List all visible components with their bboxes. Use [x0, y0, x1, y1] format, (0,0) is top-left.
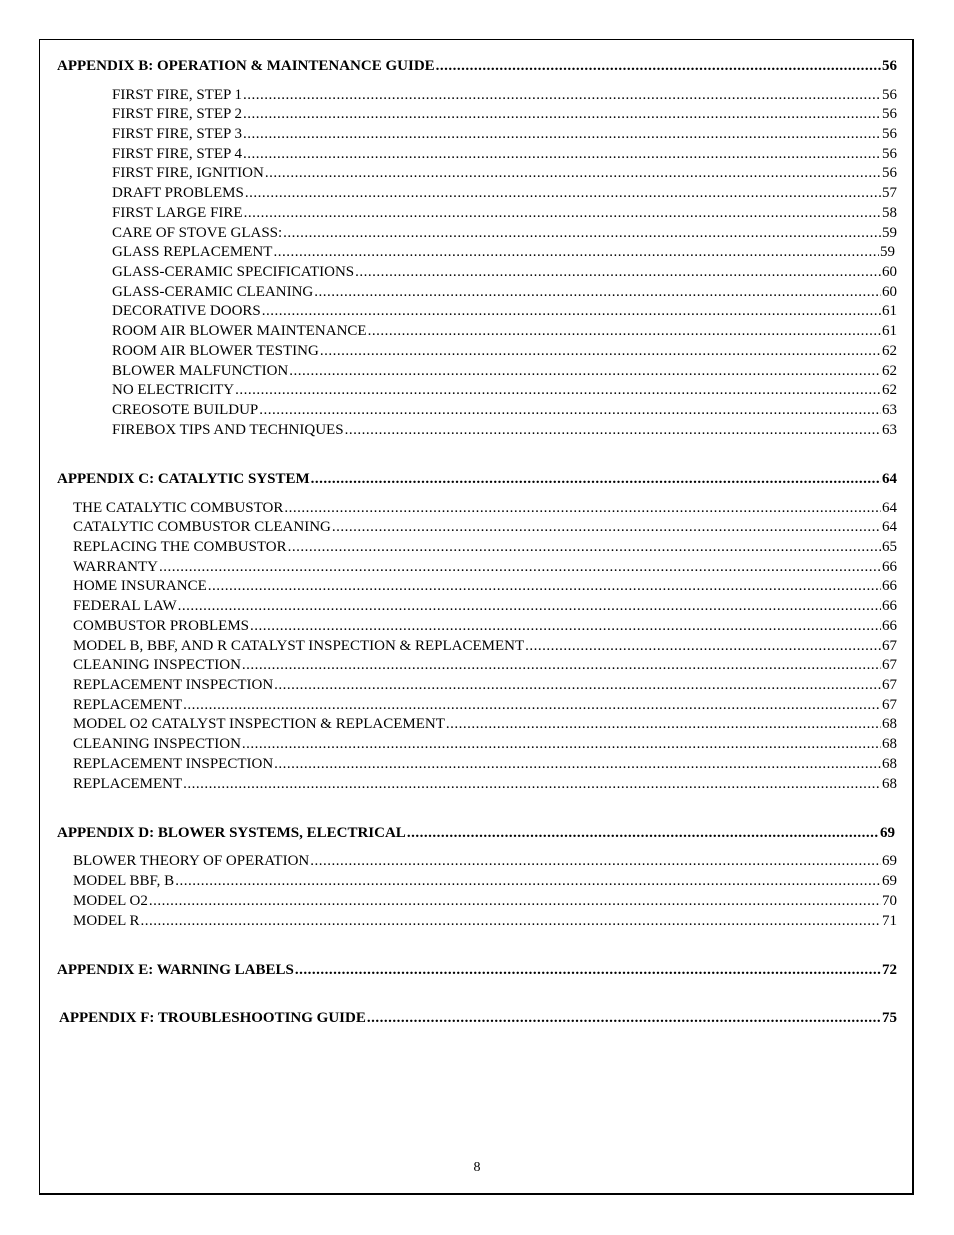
toc-page-number: 67: [882, 638, 897, 654]
toc-entry[interactable]: [73, 715, 897, 734]
toc-entry-label: REPLACEMENT: [73, 697, 183, 713]
leader-dots: [178, 597, 881, 616]
toc-entry[interactable]: [112, 283, 897, 302]
toc-appendix-e[interactable]: [57, 961, 897, 980]
toc-page-number: 59: [880, 244, 895, 260]
leader-dots: [250, 617, 881, 636]
toc-entry-label: FIRST FIRE, STEP 1: [112, 87, 243, 103]
toc-entry[interactable]: [112, 184, 897, 203]
toc-page-number: 75: [882, 1010, 897, 1026]
toc-entry[interactable]: [112, 86, 897, 105]
toc-entry[interactable]: [112, 381, 897, 400]
toc-page-number: 63: [882, 422, 897, 438]
leader-dots: [273, 243, 879, 262]
toc-appendix-title: APPENDIX F: TROUBLESHOOTING GUIDE: [59, 1010, 366, 1026]
leader-dots: [243, 125, 881, 144]
toc-entry[interactable]: [73, 637, 897, 656]
toc-entry-label: REPLACEMENT INSPECTION: [73, 756, 274, 772]
leader-dots: [159, 558, 881, 577]
leader-dots: [288, 538, 881, 557]
toc-page-number: 64: [882, 519, 897, 535]
leader-dots: [149, 892, 881, 911]
leader-dots: [274, 755, 881, 774]
leader-dots: [368, 322, 881, 341]
leader-dots: [259, 401, 881, 420]
toc-entry-label: GLASS-CERAMIC SPECIFICATIONS: [112, 264, 355, 280]
toc-page-number: 68: [882, 756, 897, 772]
toc-entry-label: MODEL R: [73, 913, 140, 929]
toc-entry-label: MODEL O2 CATALYST INSPECTION & REPLACEMENT: [73, 716, 445, 732]
toc-entry-label: CLEANING INSPECTION: [73, 657, 241, 673]
leader-dots: [183, 775, 881, 794]
toc-page-number: 69: [882, 873, 897, 889]
toc-entry-label: DECORATIVE DOORS: [112, 303, 261, 319]
toc-page-number: 56: [882, 106, 897, 122]
toc-page-number: 59: [882, 225, 897, 241]
toc-entry-label: WARRANTY: [73, 559, 158, 575]
leader-dots: [314, 283, 881, 302]
toc-entry[interactable]: [73, 538, 897, 557]
leader-dots: [175, 872, 881, 891]
toc-entry[interactable]: [73, 656, 897, 675]
leader-dots: [525, 637, 881, 656]
toc-entry-label: ROOM AIR BLOWER TESTING: [112, 343, 319, 359]
toc-page-number: 67: [882, 677, 897, 693]
toc-page-number: 69: [880, 825, 895, 841]
toc-page-number: 56: [882, 126, 897, 142]
toc-entry-label: MODEL O2: [73, 893, 148, 909]
toc-appendix-title: APPENDIX E: WARNING LABELS: [57, 962, 294, 978]
toc-entry-label: CLEANING INSPECTION: [73, 736, 241, 752]
toc-entry[interactable]: [112, 164, 897, 183]
toc-page-number: 69: [882, 853, 897, 869]
toc-appendix-d[interactable]: [57, 824, 895, 843]
toc-entry-label: NO ELECTRICITY: [112, 382, 235, 398]
toc-appendix-c[interactable]: [57, 470, 897, 489]
toc-entry[interactable]: [73, 892, 897, 911]
toc-entry[interactable]: [112, 302, 897, 321]
toc-page-number: 64: [882, 471, 897, 487]
leader-dots: [274, 676, 881, 695]
leader-dots: [208, 577, 881, 596]
toc-page-number: 71: [882, 913, 897, 929]
toc-page-number: 68: [882, 736, 897, 752]
toc-entry-label: MODEL BBF, B: [73, 873, 175, 889]
toc-page-number: 62: [882, 343, 897, 359]
toc-page-number: 56: [882, 165, 897, 181]
toc-appendix-title: APPENDIX D: BLOWER SYSTEMS, ELECTRICAL: [57, 825, 406, 841]
leader-dots: [235, 381, 881, 400]
leader-dots: [332, 518, 881, 537]
toc-entry-label: HOME INSURANCE: [73, 578, 207, 594]
leader-dots: [446, 715, 881, 734]
toc-page-number: 66: [882, 578, 897, 594]
toc-entry[interactable]: [112, 145, 897, 164]
leader-dots: [183, 696, 881, 715]
leader-dots: [242, 735, 881, 754]
toc-entry[interactable]: [73, 518, 897, 537]
leader-dots: [367, 1009, 881, 1028]
toc-page-number: 58: [882, 205, 897, 221]
leader-dots: [345, 421, 881, 440]
toc-entry-label: REPLACING THE COMBUSTOR: [73, 539, 287, 555]
toc-entry[interactable]: [73, 775, 897, 794]
leader-dots: [245, 184, 881, 203]
toc-entry-label: REPLACEMENT INSPECTION: [73, 677, 274, 693]
toc-entry[interactable]: [73, 617, 897, 636]
toc-entry[interactable]: [73, 597, 897, 616]
leader-dots: [355, 263, 881, 282]
leader-dots: [284, 499, 881, 518]
leader-dots: [436, 57, 881, 76]
toc-appendix-title: APPENDIX C: CATALYTIC SYSTEM: [57, 471, 310, 487]
toc-page-number: 65: [882, 539, 897, 555]
toc-appendix-f[interactable]: [59, 1009, 897, 1028]
toc-entry-label: BLOWER MALFUNCTION: [112, 363, 289, 379]
toc-entry[interactable]: [73, 676, 897, 695]
toc-entry-label: ROOM AIR BLOWER MAINTENANCE: [112, 323, 367, 339]
toc-entry-label: GLASS REPLACEMENT: [112, 244, 273, 260]
toc-page-number: 67: [882, 657, 897, 673]
toc-page-number: 62: [882, 382, 897, 398]
toc-entry[interactable]: [112, 342, 897, 361]
toc-entry[interactable]: [112, 322, 897, 341]
toc-appendix-b[interactable]: [57, 57, 897, 76]
toc-page-number: 72: [882, 962, 897, 978]
leader-dots: [289, 362, 881, 381]
toc-entry[interactable]: [73, 872, 897, 891]
toc-entry-label: THE CATALYTIC COMBUSTOR: [73, 500, 284, 516]
toc-entry-label: CARE OF STOVE GLASS:: [112, 225, 283, 241]
leader-dots: [283, 224, 881, 243]
toc-entry[interactable]: [73, 755, 897, 774]
leader-dots: [262, 302, 881, 321]
leader-dots: [243, 105, 881, 124]
toc-entry-label: FIRST FIRE, IGNITION: [112, 165, 264, 181]
toc-page-number: 66: [882, 559, 897, 575]
toc-entry-label: FIRST FIRE, STEP 4: [112, 146, 243, 162]
leader-dots: [407, 824, 879, 843]
leader-dots: [311, 470, 881, 489]
leader-dots: [310, 852, 881, 871]
toc-entry[interactable]: [112, 224, 897, 243]
toc-entry[interactable]: [112, 243, 895, 262]
toc-page-number: 66: [882, 598, 897, 614]
toc-entry[interactable]: [73, 577, 897, 596]
toc-entry[interactable]: [73, 852, 897, 871]
toc-entry-label: COMBUSTOR PROBLEMS: [73, 618, 250, 634]
toc-entry[interactable]: [112, 204, 897, 223]
leader-dots: [242, 656, 881, 675]
toc-entry-label: CREOSOTE BUILDUP: [112, 402, 259, 418]
toc-page-number: 60: [882, 264, 897, 280]
toc-entry[interactable]: [73, 912, 897, 931]
toc-page-number: 64: [882, 500, 897, 516]
toc-entry-label: FEDERAL LAW: [73, 598, 177, 614]
toc-entry-label: FIRST FIRE, STEP 3: [112, 126, 243, 142]
toc-entry[interactable]: [112, 401, 897, 420]
toc-page-number: 67: [882, 697, 897, 713]
toc-entry[interactable]: [112, 125, 897, 144]
toc-page-number: 68: [882, 716, 897, 732]
toc-entry-label: FIRST FIRE, STEP 2: [112, 106, 243, 122]
toc-page-number: 63: [882, 402, 897, 418]
toc-entry[interactable]: [73, 499, 897, 518]
toc-page-number: 57: [882, 185, 897, 201]
toc-entry[interactable]: [73, 558, 897, 577]
toc-page-number: 60: [882, 284, 897, 300]
leader-dots: [244, 204, 881, 223]
leader-dots: [141, 912, 881, 931]
toc-entry-label: REPLACEMENT: [73, 776, 183, 792]
toc-entry[interactable]: [73, 696, 897, 715]
toc-entry-label: FIRST LARGE FIRE: [112, 205, 243, 221]
toc-entry-label: DRAFT PROBLEMS: [112, 185, 244, 201]
toc-entry[interactable]: [112, 362, 897, 381]
leader-dots: [265, 164, 881, 183]
toc-page-number: 62: [882, 363, 897, 379]
toc-page-number: 56: [882, 58, 897, 74]
toc-page-number: 56: [882, 87, 897, 103]
toc-appendix-title: APPENDIX B: OPERATION & MAINTENANCE GUIDE: [57, 58, 435, 74]
toc-entry-label: CATALYTIC COMBUSTOR CLEANING: [73, 519, 331, 535]
leader-dots: [243, 145, 881, 164]
page-number: 8: [473, 1160, 481, 1175]
toc-entry[interactable]: [112, 263, 897, 282]
toc-page-number: 61: [882, 323, 897, 339]
toc-entry-label: MODEL B, BBF, AND R CATALYST INSPECTION & REPLACEMENT: [73, 638, 525, 654]
toc-entry-label: GLASS-CERAMIC CLEANING: [112, 284, 314, 300]
toc-page-number: 61: [882, 303, 897, 319]
toc-entry[interactable]: [112, 105, 897, 124]
toc-entry-label: FIREBOX TIPS AND TECHNIQUES: [112, 422, 344, 438]
leader-dots: [295, 961, 881, 980]
toc-page-number: 70: [882, 893, 897, 909]
toc-page-number: 66: [882, 618, 897, 634]
leader-dots: [243, 86, 881, 105]
toc-page-number: 68: [882, 776, 897, 792]
toc-entry-label: BLOWER THEORY OF OPERATION: [73, 853, 310, 869]
toc-page-number: 56: [882, 146, 897, 162]
toc-entry[interactable]: [73, 735, 897, 754]
leader-dots: [320, 342, 881, 361]
toc-entry[interactable]: [112, 421, 897, 440]
